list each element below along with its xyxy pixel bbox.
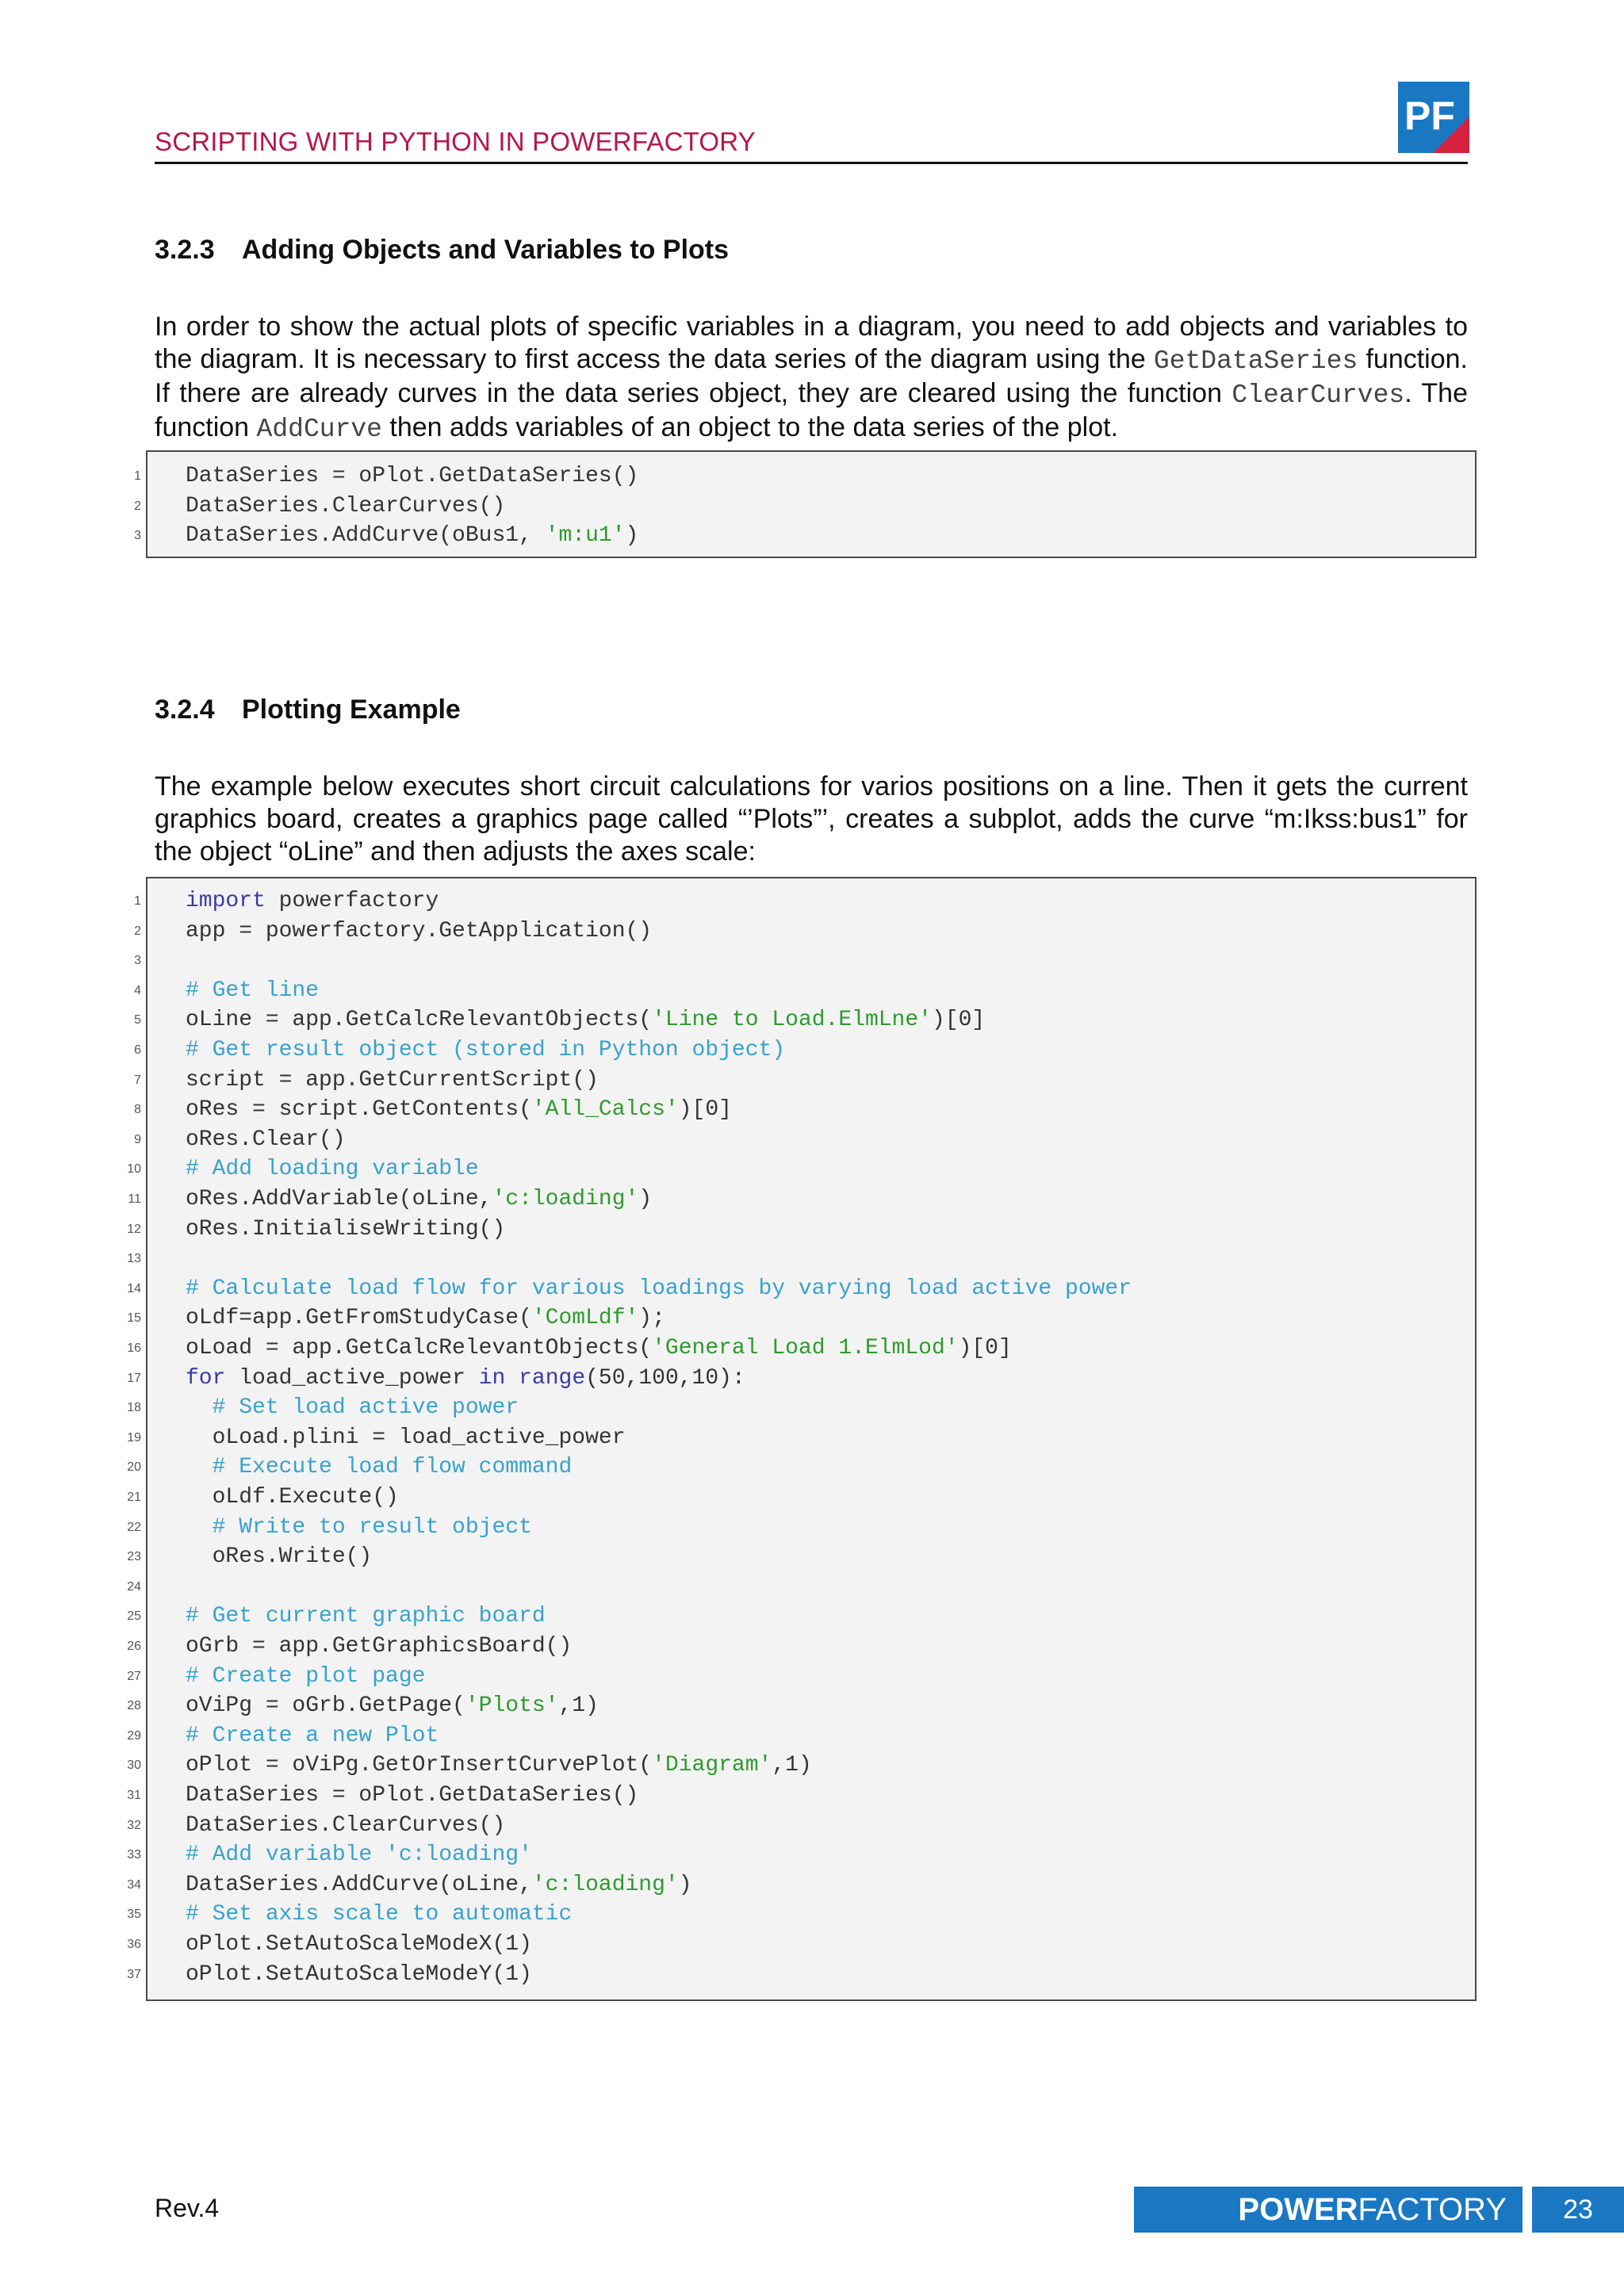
code-comment: # Get line (186, 978, 320, 1003)
code-text (186, 886, 439, 916)
code-string: 'm:u1' (545, 523, 626, 549)
code-text (186, 1334, 1012, 1364)
line-number: 22 (127, 1520, 141, 1534)
code-token: oGrb = app.GetGraphicsBoard() (186, 1634, 573, 1659)
paragraph-adding-objects (155, 311, 1468, 446)
logo-text: PF (1404, 94, 1455, 138)
inline-code: GetDataSeries (1153, 346, 1358, 376)
code-text (186, 1781, 638, 1811)
code-token: oLdf.Execute() (186, 1485, 399, 1510)
inline-code: ClearCurves (1231, 381, 1405, 410)
code-token: DataSeries.AddCurve(oLine, (186, 1872, 532, 1897)
line-number: 28 (127, 1699, 141, 1713)
paragraph-text: then adds variables of an object to the data series of the plot. (381, 412, 1119, 442)
code-token: oLoad = app.GetCalcRelevantObjects( (186, 1336, 653, 1360)
code-token: oLine = app.GetCalcRelevantObjects( (186, 1008, 653, 1033)
inline-code: AddCurve (256, 415, 382, 444)
code-text (186, 1154, 479, 1184)
code-text (186, 1423, 626, 1453)
line-number: 18 (127, 1401, 141, 1415)
code-text (186, 1184, 652, 1215)
line-number: 9 (134, 1132, 141, 1146)
line-number: 36 (127, 1938, 141, 1951)
code-token: ,1) (558, 1693, 599, 1719)
line-number: 37 (127, 1967, 141, 1981)
code-token: oPlot = oViPg.GetOrInsertCurvePlot( (186, 1753, 653, 1778)
line-number: 35 (127, 1908, 141, 1922)
code-token: app = powerfactory.GetApplication() (186, 918, 653, 943)
line-number: 13 (127, 1252, 141, 1266)
code-text (186, 1125, 346, 1155)
code-line (127, 1960, 1475, 1990)
code-text (186, 1452, 572, 1483)
line-number: 2 (134, 499, 141, 513)
line-number: 31 (127, 1789, 141, 1802)
code-token: oPlot.SetAutoScaleModeY(1) (186, 1961, 532, 1987)
code-line (127, 1572, 1475, 1602)
section-title-text: Adding Objects and Variables to Plots (242, 235, 730, 265)
line-number: 19 (127, 1430, 141, 1445)
code-text (186, 1274, 1132, 1304)
code-comment: # Set axis scale to automatic (186, 1902, 573, 1927)
code-token: )[0] (678, 1097, 732, 1123)
code-token: oRes = script.GetContents( (186, 1097, 532, 1123)
section-title-3-2-3 (155, 235, 729, 266)
code-text (186, 1900, 572, 1930)
line-number: 27 (127, 1669, 141, 1683)
code-line (127, 1244, 1475, 1274)
line-number: 16 (127, 1341, 141, 1355)
code-string: 'Diagram' (652, 1753, 772, 1778)
code-text (186, 1691, 599, 1721)
code-line (127, 1364, 1475, 1394)
code-keyword: in (478, 1365, 506, 1391)
code-line (127, 1452, 1475, 1483)
code-line (134, 1005, 1475, 1035)
code-line (134, 1125, 1475, 1155)
header-rule (155, 162, 1468, 164)
code-token: DataSeries = oPlot.GetDataSeries() (186, 1783, 639, 1808)
code-comment: # Write to result object (212, 1514, 532, 1540)
code-comment: # Add loading variable (186, 1157, 479, 1182)
code-text (186, 1005, 985, 1035)
code-comment: # Create plot page (186, 1663, 426, 1689)
line-number: 25 (127, 1609, 141, 1624)
line-number: 21 (127, 1490, 141, 1504)
code-line (134, 886, 1475, 916)
code-text (186, 916, 652, 947)
code-comment: # Calculate load flow for various loadings by varying load active power (186, 1276, 1132, 1301)
code-token: powerfactory (265, 889, 439, 913)
code-text (186, 1364, 745, 1394)
code-line (127, 1483, 1475, 1513)
line-number: 3 (134, 529, 141, 543)
paragraph-text: function. If there are already curves in the data series object, they are cleared using the function (155, 344, 1468, 408)
code-line (127, 1662, 1475, 1692)
code-string: 'ComLdf' (531, 1306, 639, 1331)
line-number: 6 (134, 1043, 141, 1057)
code-text (186, 1930, 532, 1960)
line-number: 15 (127, 1311, 141, 1326)
code-line (127, 1751, 1475, 1781)
code-text (186, 1751, 812, 1781)
code-token: oLdf=app.GetFromStudyCase( (186, 1306, 532, 1331)
code-token: ); (638, 1306, 665, 1331)
line-number: 1 (134, 469, 141, 483)
code-line (134, 461, 1475, 492)
footer-revision: Rev.4 (155, 2194, 220, 2222)
code-token: ) (678, 1872, 692, 1897)
code-line (134, 492, 1475, 522)
code-comment: # Set load active power (212, 1395, 519, 1421)
code-string: 'c:loading' (531, 1872, 679, 1897)
code-token: )[0] (931, 1008, 986, 1033)
code-listing-add-curve (134, 450, 1477, 558)
code-text (186, 1960, 532, 1990)
page-number: 23 (1532, 2187, 1624, 2233)
line-number: 20 (127, 1460, 141, 1475)
paragraph-plotting-example (155, 771, 1468, 868)
code-text (186, 1542, 372, 1572)
code-line (127, 1303, 1475, 1334)
code-text (186, 521, 638, 551)
code-text (186, 1811, 505, 1841)
code-text (186, 1393, 519, 1423)
paragraph-text: The example below executes short circuit calculations for varios positions on a line. Then it gets the current graphics board, creates a graphics page called “’Plots”’, creates a subplot, adds the curve “m:Ikss:bus1” for the object “oLine” and then adjusts the axes scale: (155, 771, 1468, 867)
code-line (134, 1066, 1475, 1096)
code-token: DataSeries.ClearCurves() (186, 493, 506, 519)
line-number: 10 (127, 1162, 141, 1177)
line-number: 1 (134, 894, 141, 908)
code-line (127, 1274, 1475, 1304)
code-text (186, 1870, 692, 1900)
code-text (186, 976, 319, 1006)
section-title-text: Plotting Example (242, 695, 461, 725)
code-line (127, 1840, 1475, 1870)
footer-brand (1134, 2187, 1522, 2233)
code-token: ,1) (772, 1753, 812, 1778)
code-line (127, 1781, 1475, 1811)
line-number: 5 (134, 1013, 141, 1027)
code-string: 'General Load 1.ElmLod' (652, 1336, 959, 1360)
code-keyword: for (186, 1365, 226, 1391)
code-text (186, 1035, 785, 1066)
code-line (134, 976, 1475, 1006)
code-listing-plotting-example (127, 877, 1477, 2001)
code-text (186, 1483, 399, 1513)
code-text (186, 461, 638, 492)
code-token: oRes.Clear() (186, 1127, 346, 1152)
code-text (186, 492, 505, 522)
code-line (127, 1154, 1475, 1184)
line-number: 14 (127, 1281, 141, 1295)
code-text (186, 1066, 599, 1096)
code-line (127, 1601, 1475, 1632)
line-number: 26 (127, 1640, 141, 1653)
line-number: 11 (128, 1192, 141, 1206)
code-text (186, 1632, 572, 1662)
brand-bold: POWER (1238, 2192, 1358, 2227)
line-number: 24 (127, 1579, 141, 1594)
code-line (127, 1513, 1475, 1543)
code-token: ) (638, 1187, 653, 1211)
code-line (127, 1870, 1475, 1900)
code-comment: # Execute load flow command (212, 1455, 573, 1480)
code-token: oRes.AddVariable(oLine, (186, 1187, 492, 1211)
code-line (127, 1215, 1475, 1245)
code-line (134, 1095, 1475, 1125)
code-line (127, 1721, 1475, 1751)
code-line (134, 521, 1475, 551)
code-string: 'Plots' (465, 1693, 559, 1719)
code-comment: # Create a new Plot (186, 1723, 439, 1748)
code-line (127, 1334, 1475, 1364)
code-text (186, 1095, 732, 1125)
code-string: 'All_Calcs' (531, 1097, 679, 1123)
code-text (186, 1215, 505, 1245)
code-comment: # Add variable 'c:loading' (186, 1843, 532, 1868)
line-number: 29 (127, 1728, 141, 1743)
code-token: oRes.InitialiseWriting() (186, 1216, 506, 1242)
code-token: )[0] (958, 1336, 1012, 1360)
line-number: 32 (127, 1818, 141, 1832)
section-title-3-2-4 (155, 695, 461, 725)
code-token: script = app.GetCurrentScript() (186, 1067, 599, 1093)
code-keyword: range (519, 1365, 586, 1391)
paragraph-text: . The function (155, 378, 1469, 442)
code-token (186, 1395, 213, 1420)
code-text (186, 1601, 546, 1632)
code-line (128, 1184, 1475, 1215)
code-line (127, 1393, 1475, 1423)
section-number: 3.2.3 (155, 235, 215, 265)
code-line (127, 1930, 1475, 1960)
code-string: 'c:loading' (492, 1187, 639, 1211)
code-line (134, 1035, 1475, 1066)
code-line (127, 1811, 1475, 1841)
code-token: ) (625, 523, 639, 549)
code-line (127, 1542, 1475, 1572)
code-line (127, 1691, 1475, 1721)
code-token: DataSeries.ClearCurves() (186, 1812, 506, 1838)
code-keyword: import (186, 889, 266, 913)
code-token: (50,100,10): (585, 1365, 745, 1391)
code-line (134, 916, 1475, 947)
code-text (186, 1662, 425, 1692)
line-number: 30 (127, 1758, 141, 1773)
code-token: load_active_power (225, 1365, 479, 1391)
code-token: DataSeries = oPlot.GetDataSeries() (186, 464, 639, 488)
code-text (186, 1721, 439, 1751)
code-token: oPlot.SetAutoScaleModeX(1) (186, 1932, 532, 1957)
code-token: oViPg = oGrb.GetPage( (186, 1693, 465, 1719)
line-number: 3 (134, 954, 141, 968)
line-number: 7 (134, 1073, 141, 1087)
section-number: 3.2.4 (155, 695, 215, 725)
code-text (186, 1840, 532, 1870)
code-token (505, 1366, 519, 1391)
line-number: 33 (127, 1848, 141, 1862)
line-number: 17 (127, 1371, 141, 1385)
code-text (186, 1513, 532, 1543)
line-number: 2 (134, 924, 141, 938)
code-comment: # Get result object (stored in Python object) (186, 1038, 786, 1062)
code-line (127, 1900, 1475, 1930)
code-line (127, 1632, 1475, 1662)
running-header: SCRIPTING WITH PYTHON IN POWERFACTORY (155, 127, 756, 156)
code-token: oRes.Write() (186, 1544, 373, 1570)
paragraph-text: In order to show the actual plots of specific variables in a diagram, you need to add objects and variables to the diagram. It is necessary to first access the data series of the diagram using the (155, 312, 1468, 374)
code-line (134, 946, 1475, 976)
line-number: 23 (127, 1550, 141, 1564)
powerfactory-logo-icon (1398, 82, 1469, 153)
code-line (127, 1423, 1475, 1453)
line-number: 34 (127, 1877, 141, 1892)
code-token: oLoad.plini = load_active_power (186, 1425, 626, 1450)
code-comment: # Get current graphic board (186, 1604, 546, 1629)
brand-regular: FACTORY (1358, 2192, 1507, 2227)
code-token (186, 1515, 213, 1540)
code-string: 'Line to Load.ElmLne' (652, 1008, 932, 1033)
code-token: DataSeries.AddCurve(oBus1, (186, 523, 546, 549)
line-number: 12 (127, 1222, 141, 1236)
line-number: 4 (134, 983, 141, 997)
code-token (186, 1455, 213, 1479)
line-number: 8 (134, 1103, 141, 1117)
code-text (186, 1303, 665, 1334)
